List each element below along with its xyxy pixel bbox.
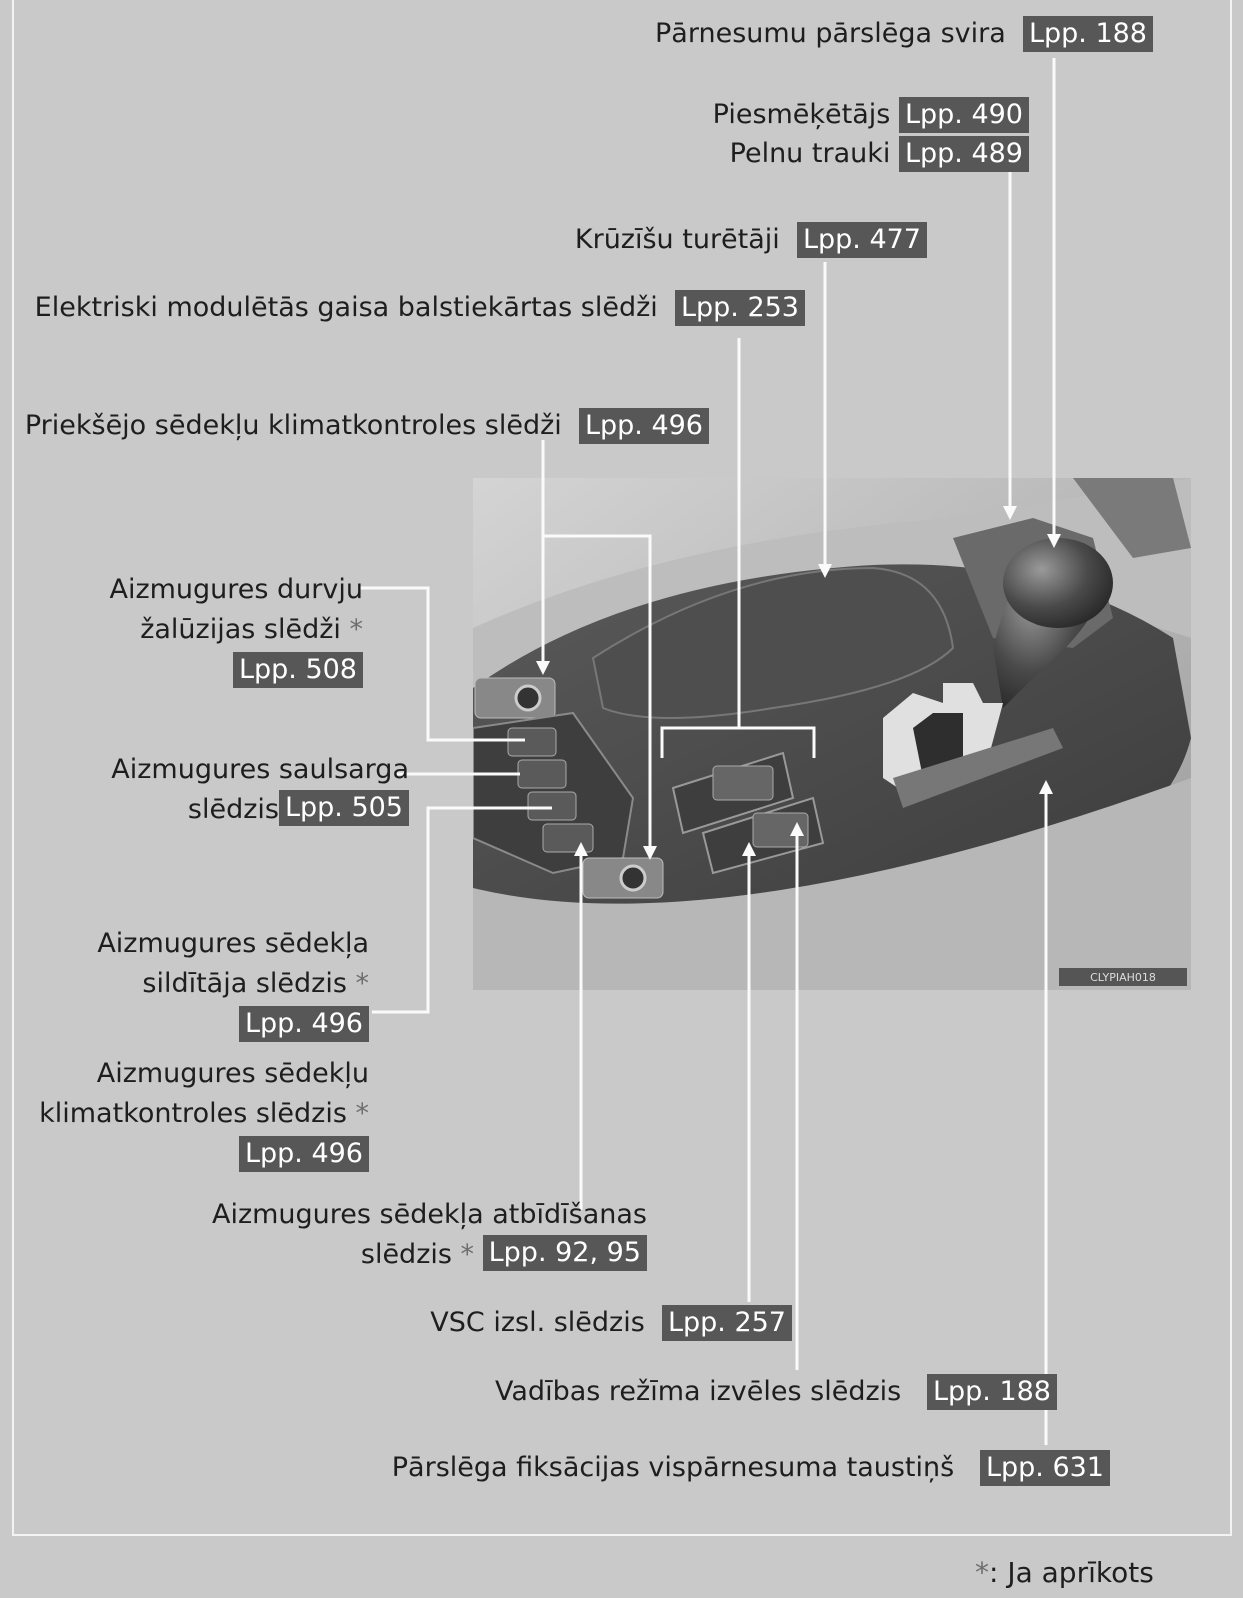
photo-code: CLYPIAH018 — [1090, 971, 1156, 984]
callout-rear-sunshade: Aizmugures saulsarga slēdzis Lpp. 505 — [111, 754, 409, 825]
callout-front-seat-climate: Priekšējo sēdekļu klimatkontroles slēdži Lpp. 496 — [25, 408, 709, 444]
page-ref-front-seat-climate[interactable]: Lpp. 496 — [579, 408, 709, 444]
callout-air-suspension: Elektriski modulētās gaisa balstiekārtas slēdži Lpp. 253 — [35, 290, 805, 326]
callout-rear-door-blinds: Aizmugures durvju žalūzijas slēdži * Lpp. 508 — [109, 570, 363, 692]
page-ref-ashtray[interactable]: Lpp. 489 — [899, 136, 1029, 172]
page-ref-vsc-off[interactable]: Lpp. 257 — [662, 1305, 792, 1341]
callout-shift-lever: Pārnesumu pārslēga svira Lpp. 188 — [655, 16, 1153, 52]
callout-shift-lock: Pārslēga fiksācijas vispārnesuma taustiņš Lpp. 631 — [392, 1450, 1110, 1486]
equipped-star: * — [355, 968, 369, 999]
callout-rear-seat-climate: Aizmugures sēdekļu klimatkontroles slēdzis * Lpp. 496 — [39, 1054, 369, 1176]
callout-vsc-off: VSC izsl. slēdzis Lpp. 257 — [430, 1305, 792, 1341]
page-ref-drive-mode[interactable]: Lpp. 188 — [927, 1374, 1057, 1410]
callout-drive-mode: Vadības režīma izvēles slēdzis Lpp. 188 — [495, 1374, 1057, 1410]
callout-ashtray: Pelnu trauki Lpp. 489 — [730, 136, 1029, 172]
page-ref-rear-seat-recline[interactable]: Lpp. 92, 95 — [483, 1235, 647, 1271]
equipped-star: * — [975, 1556, 989, 1589]
page-ref-shift-lever[interactable]: Lpp. 188 — [1023, 16, 1153, 52]
callout-cup-holders: Krūzīšu turētāji Lpp. 477 — [575, 222, 927, 258]
equipped-star: * — [349, 614, 363, 645]
page-ref-shift-lock[interactable]: Lpp. 631 — [980, 1450, 1110, 1486]
page-ref-cup-holders[interactable]: Lpp. 477 — [797, 222, 927, 258]
footnote: *: Ja aprīkots — [975, 1556, 1154, 1589]
page-ref-lighter[interactable]: Lpp. 490 — [899, 97, 1029, 133]
page-ref-rear-seat-climate[interactable]: Lpp. 496 — [239, 1136, 369, 1172]
equipped-star: * — [460, 1239, 475, 1270]
page-ref-air-suspension[interactable]: Lpp. 253 — [675, 290, 805, 326]
page-ref-rear-seat-heater[interactable]: Lpp. 496 — [239, 1006, 369, 1042]
callout-lighter: Piesmēķētājs Lpp. 490 — [713, 97, 1029, 133]
page-ref-rear-door-blinds[interactable]: Lpp. 508 — [233, 652, 363, 688]
callout-rear-seat-heater: Aizmugures sēdekļa sildītāja slēdzis * Lpp. 496 — [97, 924, 369, 1046]
callout-rear-seat-recline: Aizmugures sēdekļa atbīdīšanas slēdzis * Lpp. 92, 95 — [211, 1199, 647, 1270]
equipped-star: * — [355, 1098, 369, 1129]
page-ref-rear-sunshade[interactable]: Lpp. 505 — [279, 790, 409, 826]
